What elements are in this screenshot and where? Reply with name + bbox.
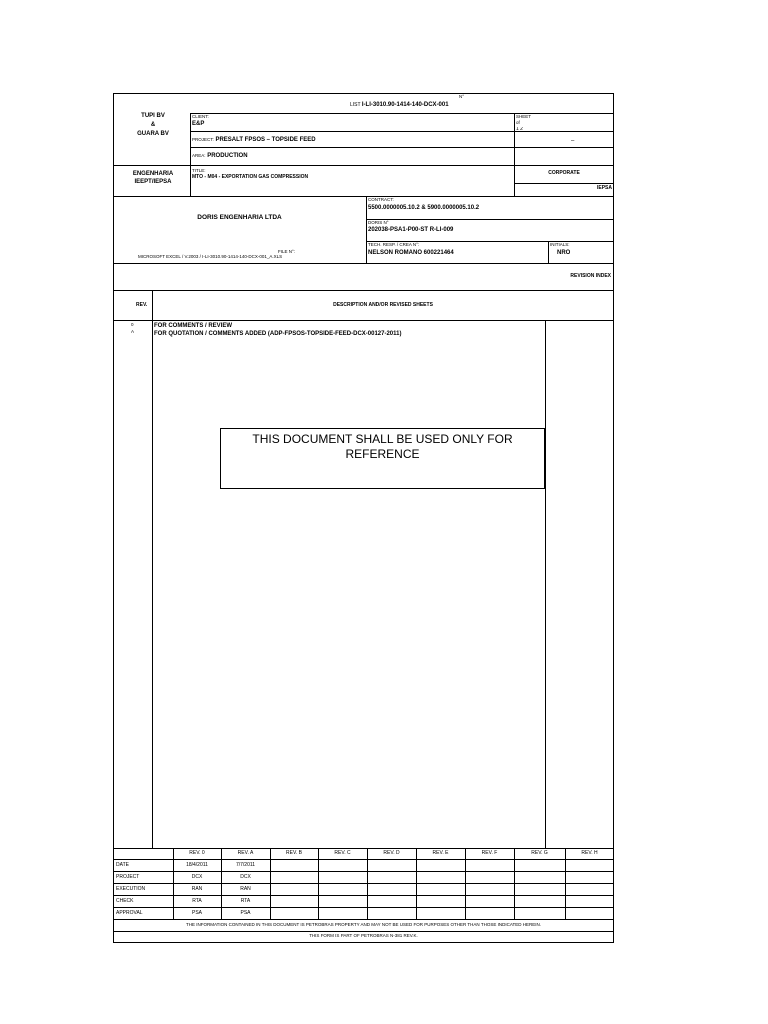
contract-line [113,263,614,264]
engineering-line: IEEPT/IEPSA [134,179,172,185]
list-label [350,102,449,108]
stamp-line: REFERENCE [345,447,420,461]
company-name: TUPI BV [141,113,165,119]
approval-rev-header: REV. C [334,850,351,856]
engineering-dept [116,170,190,186]
approval-line [113,883,614,884]
project-label: PROJECT: [192,137,214,142]
approval-line [318,848,319,919]
contract-line [548,241,549,263]
approval-cell: RAN [191,886,203,892]
approval-rev-header: REV. F [481,850,498,856]
iepsa-label: IEPSA [596,185,612,191]
footer-form: THIS FORM IS PART OF PETROBRAS N-381 REV.K. [309,933,418,938]
approval-cell: PSA [191,910,202,916]
revision-index-title: REVISION INDEX [570,273,611,279]
area-row [192,153,248,159]
approval-line [565,848,566,919]
revision-line [113,290,614,291]
revision-number: 0 [131,322,134,327]
approval-rev-header: REV. H [581,850,598,856]
area-value: PRODUCTION [207,153,248,159]
approval-cell: 7/7/2011 [235,862,256,868]
approval-line [113,871,614,872]
rev-column-header: REV. [136,302,148,308]
project-value: PRESALT FPSOS – TOPSIDE FEED [215,137,316,143]
header-line [113,196,614,197]
project-row [192,137,316,143]
tech-resp-label: TECH. RESP. / CREA N°: [368,242,420,247]
header-line [514,113,515,196]
sheet-dash: – [571,138,575,144]
approval-line [465,848,466,919]
approval-line [367,848,368,919]
approval-line [113,859,614,860]
header-line [514,183,614,184]
approval-row-label: APPROVAL [116,910,143,916]
approval-cell: RAN [240,886,251,892]
doris-value: 202038-PSA1-P00-ST R-LI-009 [368,227,454,233]
title-label: TITLE: [192,168,206,173]
approval-line [113,919,614,920]
approval-line [514,848,515,919]
tech-resp-value: NELSON ROMANO 600221464 [368,250,454,256]
approval-rev-header: REV. E [432,850,449,856]
engineering-line: ENGENHARIA [132,171,174,177]
corporate-label: CORPORATE [548,170,580,176]
revision-line [545,320,546,848]
revision-description: FOR QUOTATION / COMMENTS ADDED (ADP-FPSOS-TOPSIDE-FEED-DCX-00127-2011) [154,331,402,337]
approval-rev-header: REV. B [286,850,302,856]
description-column-header: DESCRIPTION AND/OR REVISED SHEETS [333,302,433,308]
footer-info: THE INFORMATION CONTAINED IN THIS DOCUMENT IS PETROBRAS PROPERTY AND MAY NOT BE USED FOR PURPOSES OTHER THAN THOSE INDICATED HEREIN. [185,922,542,927]
header-line [190,113,614,114]
title-value: MTO - M04 - EXPORTATION GAS COMPRESSION [192,174,309,180]
client-value: E&P [192,121,205,127]
revision-description: FOR COMMENTS / REVIEW [154,323,232,329]
approval-line [113,907,614,908]
revision-number: A [131,329,135,334]
sheet-label: SHEET [516,114,532,119]
approval-cell: PSA [240,910,251,916]
approval-cell: DCX [240,874,251,880]
reference-stamp [220,428,545,489]
approval-row-label: PROJECT [116,874,140,880]
approval-line [270,848,271,919]
approval-rev-header: REV. A [237,850,254,856]
contract-line [366,219,614,220]
sheet-of-label: of [516,120,520,125]
approval-line [221,848,222,919]
header-line [113,165,614,166]
company-names [116,112,190,139]
approval-rev-header: REV. 0 [189,850,205,856]
initials-label: INITIALS: [550,242,570,247]
list-label-text: LIST [350,102,361,108]
approval-line [416,848,417,919]
doris-label: DORIS N° [368,220,389,225]
approval-row-label: CHECK [116,898,134,904]
file-n-label: FILE N°: [278,249,296,254]
company-name: & [150,122,156,128]
approval-line [173,848,174,919]
approval-cell: RTA [192,898,202,904]
approval-row-label: DATE [116,862,129,868]
approval-line [113,895,614,896]
revision-line [113,320,614,321]
approval-cell: DCX [191,874,203,880]
revision-line [152,290,153,848]
file-path: MICROSOFT EXCEL / V.2003 / I-LI-3010.90-1414-140-DCX-001_A.XLS [138,254,283,259]
approval-row-label: EXECUTION [116,886,146,892]
contract-label: CONTRACT: [368,197,394,202]
header-line [190,147,614,148]
initials-value: NRO [557,250,571,256]
approval-line [113,848,614,849]
area-label: AREA: [192,153,206,158]
approval-cell: RTA [240,898,251,904]
contract-line [366,196,367,263]
list-n-label: N° [459,94,465,99]
approval-rev-header: REV. D [383,850,400,856]
approval-cell: 18/4/2011 [186,862,208,868]
list-number: I-LI-3010.90-1414-140-DCX-001 [361,102,449,108]
stamp-line: THIS DOCUMENT SHALL BE USED ONLY FOR [252,432,513,446]
contract-value: 5500.0000005.10.2 & 5900.0000005.10.2 [368,205,480,211]
approval-line [113,931,614,932]
header-line [190,113,191,196]
sheet-value: 1 2 [516,127,523,131]
contractor-name: DORIS ENGENHARIA LTDA [197,214,282,221]
client-label: CLIENT: [192,114,209,119]
company-name: GUARA BV [137,131,169,137]
header-line [190,131,614,132]
approval-rev-header: REV. G [531,850,548,856]
